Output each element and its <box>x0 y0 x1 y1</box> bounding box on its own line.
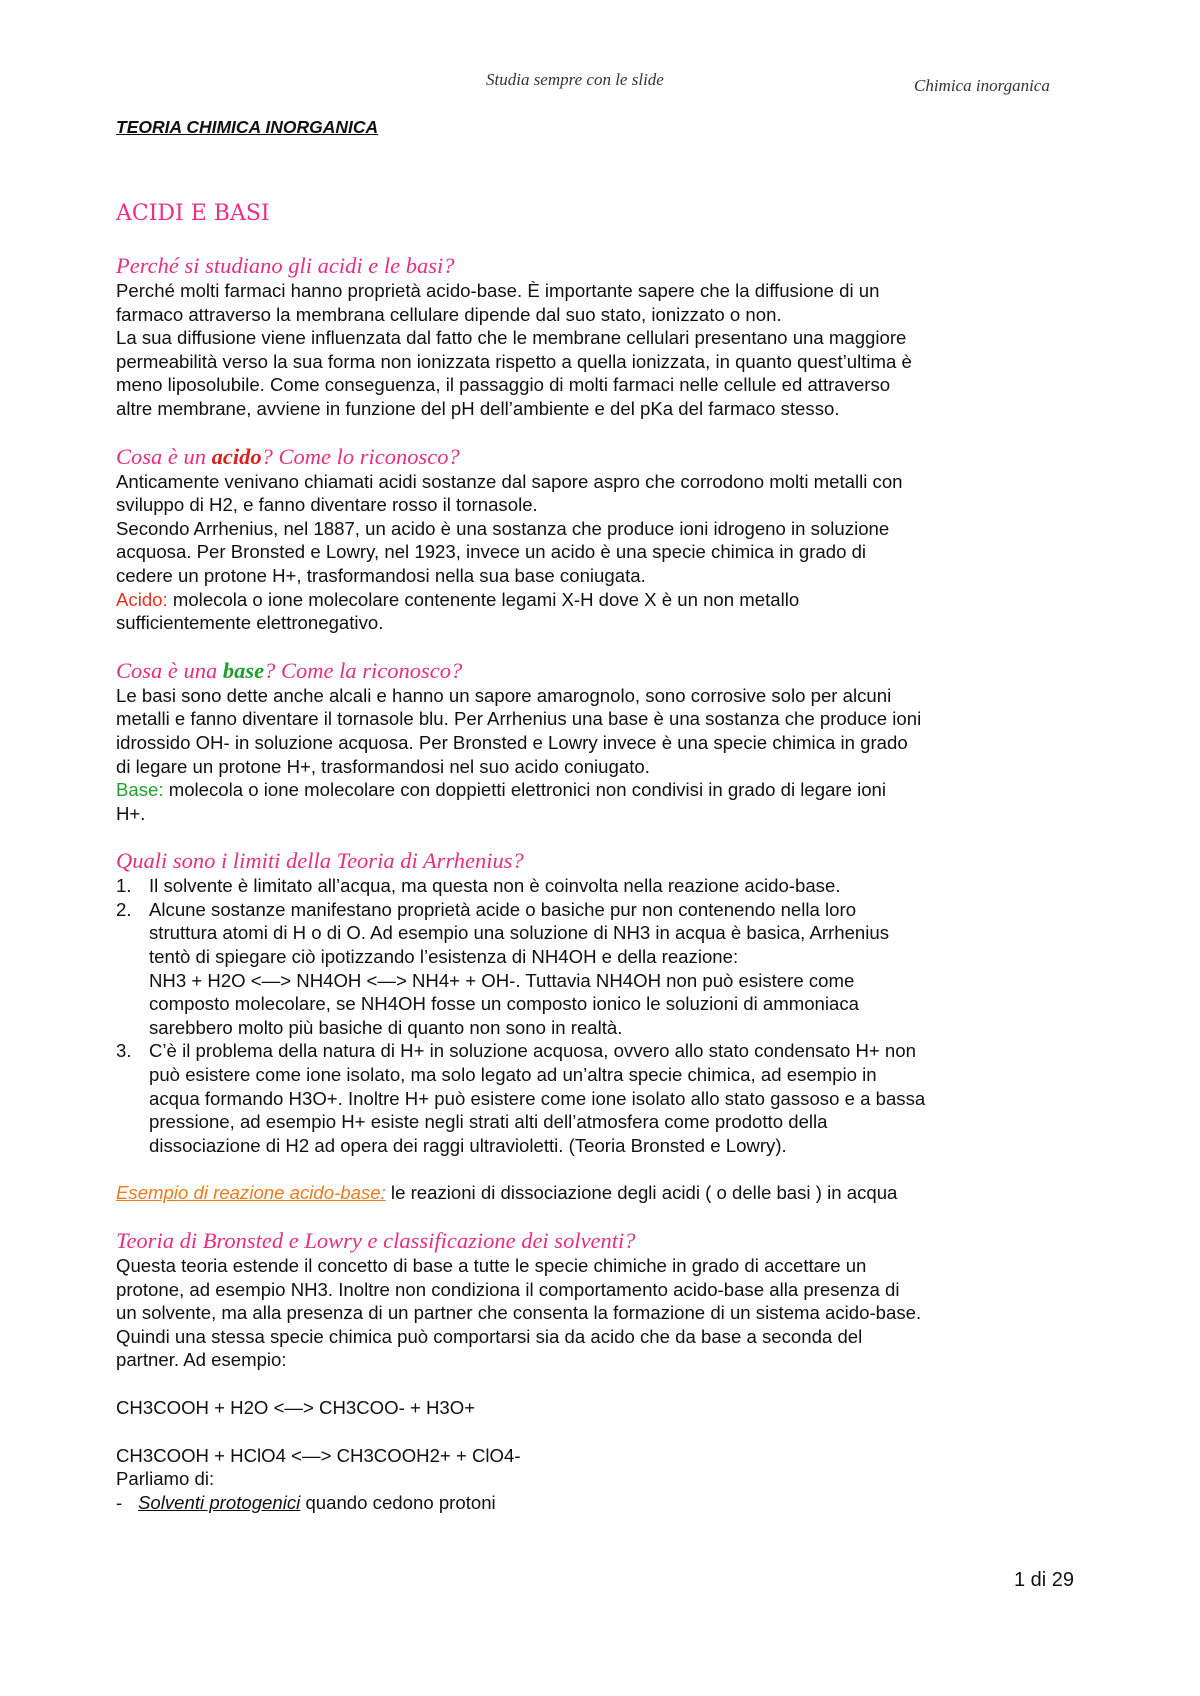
example-line <box>116 1181 1106 1205</box>
paragraph-why <box>116 279 1106 421</box>
base-definition <box>116 778 1106 802</box>
text-line: Anticamente venivano chiamati acidi sostanze dal sapore aspro che corrodono molti metalli con <box>116 470 903 492</box>
acid-definition-label: Acido: <box>116 588 168 610</box>
page-number: 1 di 29 <box>1014 1569 1075 1591</box>
text-line: Alcune sostanze manifestano proprietà acide o basiche pur non contenendo nella loro <box>149 898 857 920</box>
list-item <box>116 1039 1106 1157</box>
dash-bullet: - <box>116 1491 123 1513</box>
text-line: H+. <box>116 802 146 824</box>
base-definition-label: Base: <box>116 779 164 801</box>
list-item <box>116 898 1106 1040</box>
document-title: TEORIA CHIMICA INORGANICA <box>116 117 379 137</box>
paragraph-bronsted <box>116 1254 1106 1514</box>
example-label: Esempio di reazione acido-base: <box>116 1182 386 1204</box>
text-line: Parliamo di: <box>116 1468 215 1490</box>
text-line: partner. Ad esempio: <box>116 1349 287 1371</box>
keyword-base: base <box>222 657 265 683</box>
text-line: di legare un protone H+, trasformandosi nel suo acido coniugato. <box>116 755 650 777</box>
text-line: può esistere come ione isolato, ma solo legato ad un’altra specie chimica, ad esempio in <box>149 1064 877 1086</box>
keyword-acid: acido <box>211 443 262 469</box>
acid-definition-text: molecola o ione molecolare contenente legami X-H dove X è un non metallo <box>167 588 800 610</box>
heading-part: Cosa è un <box>116 443 212 469</box>
text-line: acqua formando H3O+. Inoltre H+ può esistere come ione isolato allo stato gassoso e a bassa <box>149 1087 926 1109</box>
section-title: ACIDI E BASI <box>116 201 270 226</box>
text-line: cedere un protone H+, trasformandosi nella sua base coniugata. <box>116 564 646 586</box>
text-line: La sua diffusione viene influenzata dal fatto che le membrane cellulari presentano una maggiore <box>116 327 907 349</box>
text-line: sviluppo di H2, e fanno diventare rosso il tornasole. <box>116 494 538 516</box>
solvent-description: quando cedono protoni <box>300 1491 496 1513</box>
text-line: idrossido OH- in soluzione acquosa. Per Bronsted e Lowry invece è una specie chimica in grado <box>116 731 908 753</box>
text-line: metalli e fanno diventare il tornasole blu. Per Arrhenius una base è una sostanza che produce ioni <box>116 708 922 730</box>
text-line: Quindi una stessa specie chimica può comportarsi sia da acido che da base a seconda del <box>116 1325 863 1347</box>
text-line: NH3 + H2O <—> NH4OH <—> NH4+ + OH-. Tuttavia NH4OH non può esistere come <box>149 969 855 991</box>
text-line: un solvente, ma alla presenza di un partner che consenta la formazione di un sistema acido-base. <box>116 1302 922 1324</box>
text-line: altre membrane, avviene in funzione del pH dell’ambiente e del pKa del farmaco stesso. <box>116 397 840 419</box>
text-line: acquosa. Per Bronsted e Lowry, nel 1923, invece un acido è una specie chimica in grado di <box>116 541 867 563</box>
paragraph-acid <box>116 470 1106 635</box>
arrhenius-limits-list <box>116 874 1106 1157</box>
solvent-list-item <box>116 1491 1106 1515</box>
question-heading-arrhenius-limits: Quali sono i limiti della Teoria di Arrhenius? <box>116 848 524 874</box>
text-line: protone, ad esempio NH3. Inoltre non condiziona il comportamento acido-base alla presenza di <box>116 1278 900 1300</box>
base-definition-text: molecola o ione molecolare con doppietti elettronici non condivisi in grado di legare ioni <box>163 779 887 801</box>
question-heading-acid <box>116 443 1106 470</box>
list-number: 2. <box>116 898 132 920</box>
text-line: Le basi sono dette anche alcali e hanno un sapore amarognolo, sono corrosive solo per alcuni <box>116 684 892 706</box>
text-line: meno liposolubile. Come conseguenza, il passaggio di molti farmaci nelle cellule ed attraverso <box>116 374 891 396</box>
spacer <box>116 1420 1106 1444</box>
text-line: Il solvente è limitato all’acqua, ma questa non è coinvolta nella reazione acido-base. <box>149 875 841 897</box>
text-line: dissociazione di H2 ad opera dei raggi ultravioletti. (Teoria Bronsted e Lowry). <box>149 1134 787 1156</box>
text-line: sufficientemente elettronegativo. <box>116 612 384 634</box>
text-line: struttura atomi di H o di O. Ad esempio una soluzione di NH3 in acqua è basica, Arrhenius <box>149 922 890 944</box>
text-line: sarebbero molto più basiche di quanto non sono in realtà. <box>149 1016 623 1038</box>
solvent-term: Solventi protogenici <box>138 1491 301 1513</box>
document-body <box>116 116 1106 1514</box>
text-line: farmaco attraverso la membrana cellulare dipende dal suo stato, ionizzato o non. <box>116 303 782 325</box>
paragraph-base <box>116 684 1106 826</box>
question-heading-bronsted: Teoria di Bronsted e Lowry e classificazione dei solventi? <box>116 1228 636 1253</box>
text-line: permeabilità verso la sua forma non ionizzata rispetto a quella ionizzata, in quanto quest’ultima è <box>116 350 912 372</box>
acid-definition <box>116 588 1106 612</box>
text-line: Secondo Arrhenius, nel 1887, un acido è una sostanza che produce ioni idrogeno in soluzione <box>116 517 890 539</box>
header-right-text: Chimica inorganica <box>914 76 1050 95</box>
question-heading-base <box>116 657 1106 684</box>
formula-1: CH3COOH + H2O <—> CH3COO- + H3O+ <box>116 1396 476 1418</box>
heading-part: Cosa è una <box>116 657 223 683</box>
text-line: composto molecolare, se NH4OH fosse un composto ionico le soluzioni di ammoniaca <box>149 993 859 1015</box>
spacer <box>116 1372 1106 1396</box>
question-heading-why: Perché si studiano gli acidi e le basi? <box>116 253 455 278</box>
text-line: tentò di spiegare ciò ipotizzando l’esistenza di NH4OH e della reazione: <box>149 946 739 968</box>
heading-part: ? Come la riconosco? <box>264 657 463 683</box>
text-line: pressione, ad esempio H+ esiste negli strati alti dell’atmosfera come prodotto della <box>149 1111 828 1133</box>
text-line: C’è il problema della natura di H+ in soluzione acquosa, ovvero allo stato condensato H+ non <box>149 1040 916 1062</box>
list-item <box>116 874 1106 898</box>
heading-part: ? Come lo riconosco? <box>261 443 460 469</box>
text-line: Perché molti farmaci hanno proprietà acido-base. È importante sapere che la diffusione di un <box>116 280 880 301</box>
list-number: 3. <box>116 1040 132 1062</box>
list-number: 1. <box>116 875 132 897</box>
example-text: le reazioni di dissociazione degli acidi ( o delle basi ) in acqua <box>385 1182 898 1204</box>
text-line: Questa teoria estende il concetto di base a tutte le specie chimiche in grado di accettare un <box>116 1255 867 1276</box>
header-center-text: Studia sempre con le slide <box>486 70 664 89</box>
formula-2: CH3COOH + HClO4 <—> CH3COOH2+ + ClO4- <box>116 1444 521 1466</box>
